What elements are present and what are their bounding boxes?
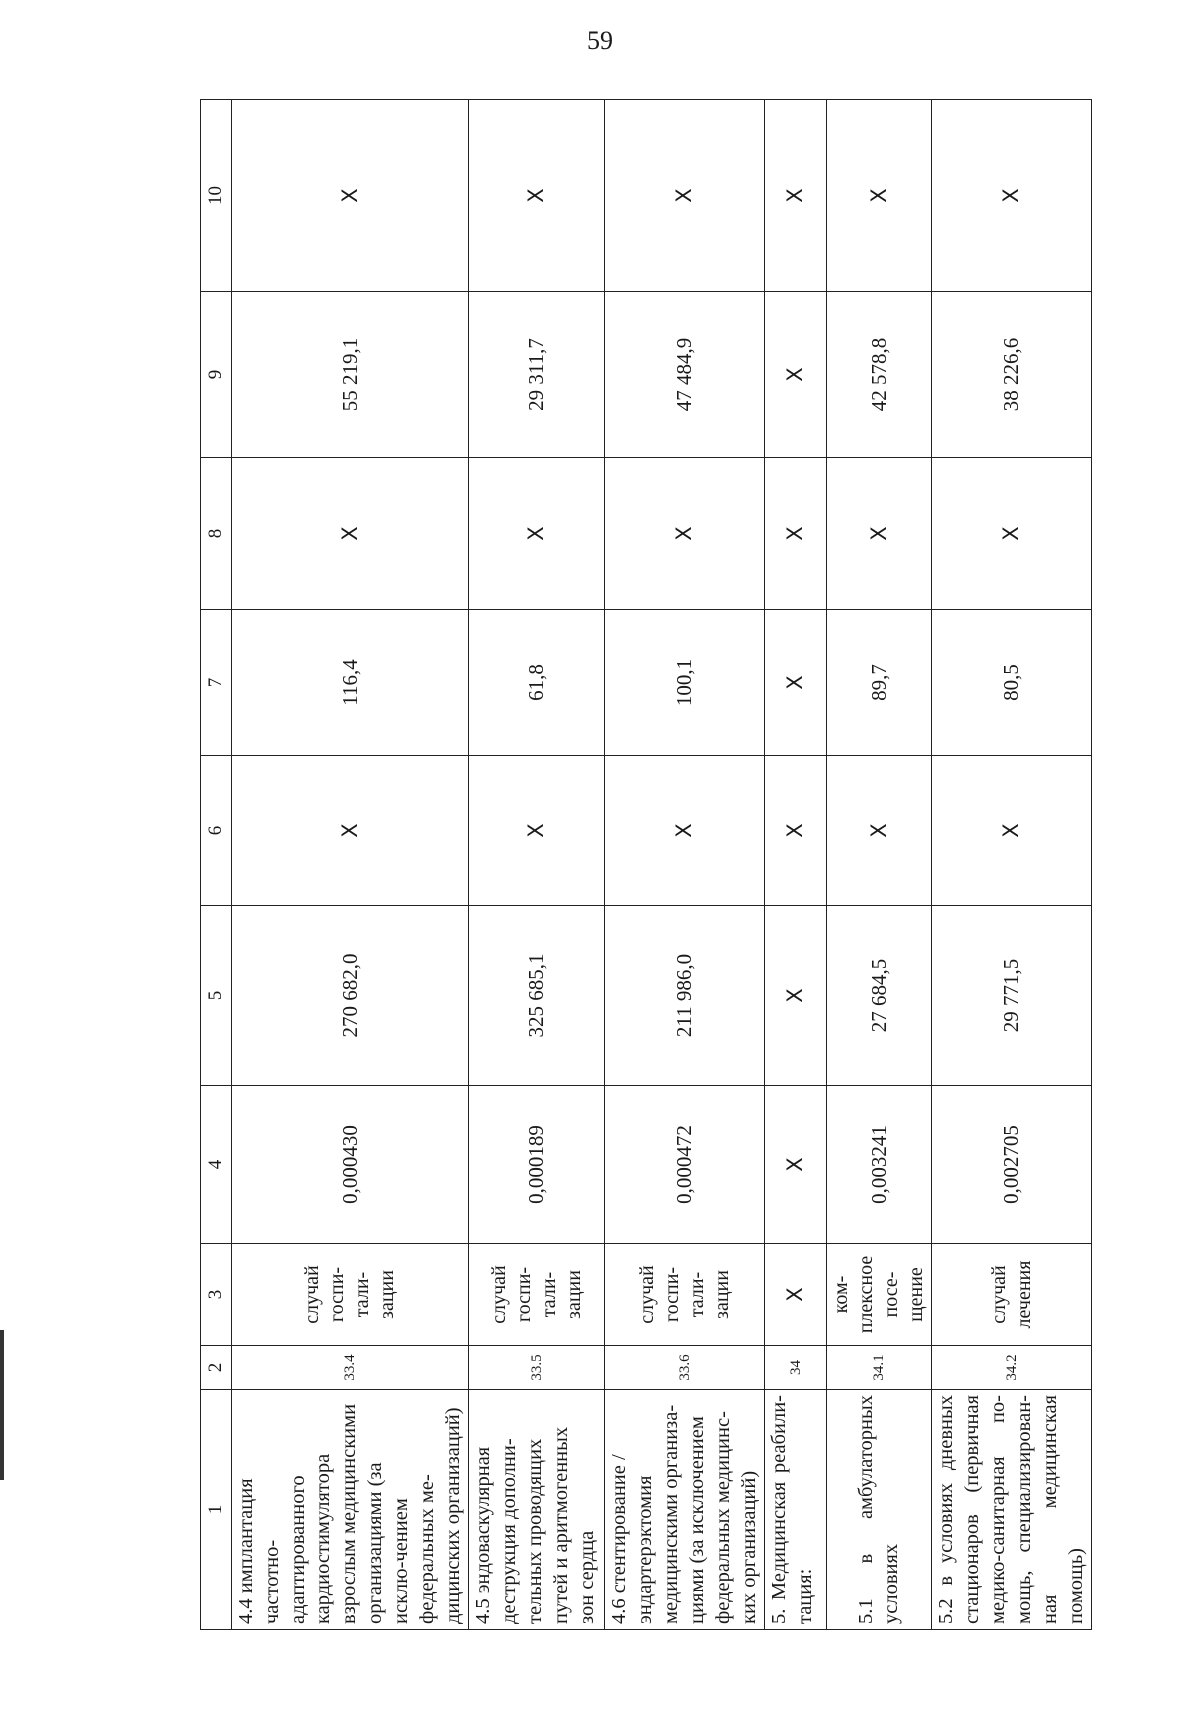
column-header: 6 bbox=[201, 756, 232, 906]
row-name: 5. Медицинская реабили-тация: bbox=[765, 1390, 827, 1630]
cell-col5: 211 986,0 bbox=[605, 906, 765, 1086]
cell-col10: X bbox=[827, 100, 932, 292]
row-unit: случай лечения bbox=[932, 1244, 1092, 1346]
table-row bbox=[827, 100, 932, 1630]
cell-col6: X bbox=[765, 756, 827, 906]
row-name: 4.6 стентирование / эндартерэктомия медицинскими организа-циями (за исключением федеральных медицинс-ких организаций) bbox=[605, 1390, 765, 1630]
cell-col6: X bbox=[827, 756, 932, 906]
row-name: 5.1 в амбулаторных условиях bbox=[827, 1390, 932, 1630]
row-code: 34.1 bbox=[827, 1346, 932, 1390]
data-table bbox=[200, 99, 1092, 1630]
row-code: 34.2 bbox=[932, 1346, 1092, 1390]
column-header: 1 bbox=[201, 1390, 232, 1630]
scan-edge-mark bbox=[0, 1330, 4, 1480]
cell-col8: X bbox=[932, 458, 1092, 610]
table-row bbox=[765, 100, 827, 1630]
cell-col7: 100,1 bbox=[605, 610, 765, 756]
cell-col8: X bbox=[232, 458, 469, 610]
row-name: 5.2 в условиях дневных стационаров (первичная медико-санитарная по-мощь, специализирован-ная медицинская помощь) bbox=[932, 1390, 1092, 1630]
cell-col8: X bbox=[469, 458, 605, 610]
cell-col4: X bbox=[765, 1086, 827, 1244]
cell-col5: 325 685,1 bbox=[469, 906, 605, 1086]
cell-col7: 80,5 bbox=[932, 610, 1092, 756]
cell-col5: 270 682,0 bbox=[232, 906, 469, 1086]
row-unit: случай госпи-тали-зации bbox=[469, 1244, 605, 1346]
cell-col5: 29 771,5 bbox=[932, 906, 1092, 1086]
table-row bbox=[605, 100, 765, 1630]
column-header: 9 bbox=[201, 292, 232, 458]
cell-col7: 89,7 bbox=[827, 610, 932, 756]
cell-col9: 42 578,8 bbox=[827, 292, 932, 458]
cell-col4: 0,003241 bbox=[827, 1086, 932, 1244]
cell-col10: X bbox=[765, 100, 827, 292]
cell-col7: X bbox=[765, 610, 827, 756]
row-code: 33.4 bbox=[232, 1346, 469, 1390]
column-header: 2 bbox=[201, 1346, 232, 1390]
table-container bbox=[200, 100, 1087, 1630]
cell-col10: X bbox=[469, 100, 605, 292]
table-row bbox=[469, 100, 605, 1630]
cell-col9: 38 226,6 bbox=[932, 292, 1092, 458]
cell-col4: 0,000472 bbox=[605, 1086, 765, 1244]
cell-col6: X bbox=[932, 756, 1092, 906]
cell-col4: 0,000189 bbox=[469, 1086, 605, 1244]
column-header: 5 bbox=[201, 906, 232, 1086]
cell-col10: X bbox=[605, 100, 765, 292]
page-number: 59 bbox=[587, 26, 613, 55]
cell-col10: X bbox=[932, 100, 1092, 292]
cell-col6: X bbox=[469, 756, 605, 906]
header-row bbox=[201, 100, 232, 1630]
row-unit: случай госпи-тали-зации bbox=[232, 1244, 469, 1346]
cell-col9: 55 219,1 bbox=[232, 292, 469, 458]
cell-col7: 61,8 bbox=[469, 610, 605, 756]
row-code: 33.6 bbox=[605, 1346, 765, 1390]
rotated-table-frame bbox=[200, 100, 1087, 1630]
cell-col5: X bbox=[765, 906, 827, 1086]
row-code: 33.5 bbox=[469, 1346, 605, 1390]
table-row bbox=[932, 100, 1092, 1630]
cell-col8: X bbox=[765, 458, 827, 610]
cell-col6: X bbox=[232, 756, 469, 906]
column-header: 7 bbox=[201, 610, 232, 756]
cell-col9: 47 484,9 bbox=[605, 292, 765, 458]
cell-col8: X bbox=[605, 458, 765, 610]
column-header: 4 bbox=[201, 1086, 232, 1244]
column-header: 8 bbox=[201, 458, 232, 610]
row-code: 34 bbox=[765, 1346, 827, 1390]
cell-col4: 0,000430 bbox=[232, 1086, 469, 1244]
cell-col6: X bbox=[605, 756, 765, 906]
table-row bbox=[232, 100, 469, 1630]
cell-col8: X bbox=[827, 458, 932, 610]
column-header: 10 bbox=[201, 100, 232, 292]
row-unit: ком-плексное посе-щение bbox=[827, 1244, 932, 1346]
cell-col7: 116,4 bbox=[232, 610, 469, 756]
cell-col4: 0,002705 bbox=[932, 1086, 1092, 1244]
row-name: 4.4 имплантация частотно-адаптированного кардиостимулятора взрослым медицинскими организациями (за исклю-чением федеральных ме-дицинских организаций) bbox=[232, 1390, 469, 1630]
cell-col5: 27 684,5 bbox=[827, 906, 932, 1086]
row-name: 4.5 эндоваскулярная деструкция дополни-тельных проводящих путей и аритмогенных зон сердца bbox=[469, 1390, 605, 1630]
cell-col10: X bbox=[232, 100, 469, 292]
cell-col9: 29 311,7 bbox=[469, 292, 605, 458]
row-unit: случай госпи-тали-зации bbox=[605, 1244, 765, 1346]
column-header: 3 bbox=[201, 1244, 232, 1346]
row-unit: X bbox=[765, 1244, 827, 1346]
cell-col9: X bbox=[765, 292, 827, 458]
